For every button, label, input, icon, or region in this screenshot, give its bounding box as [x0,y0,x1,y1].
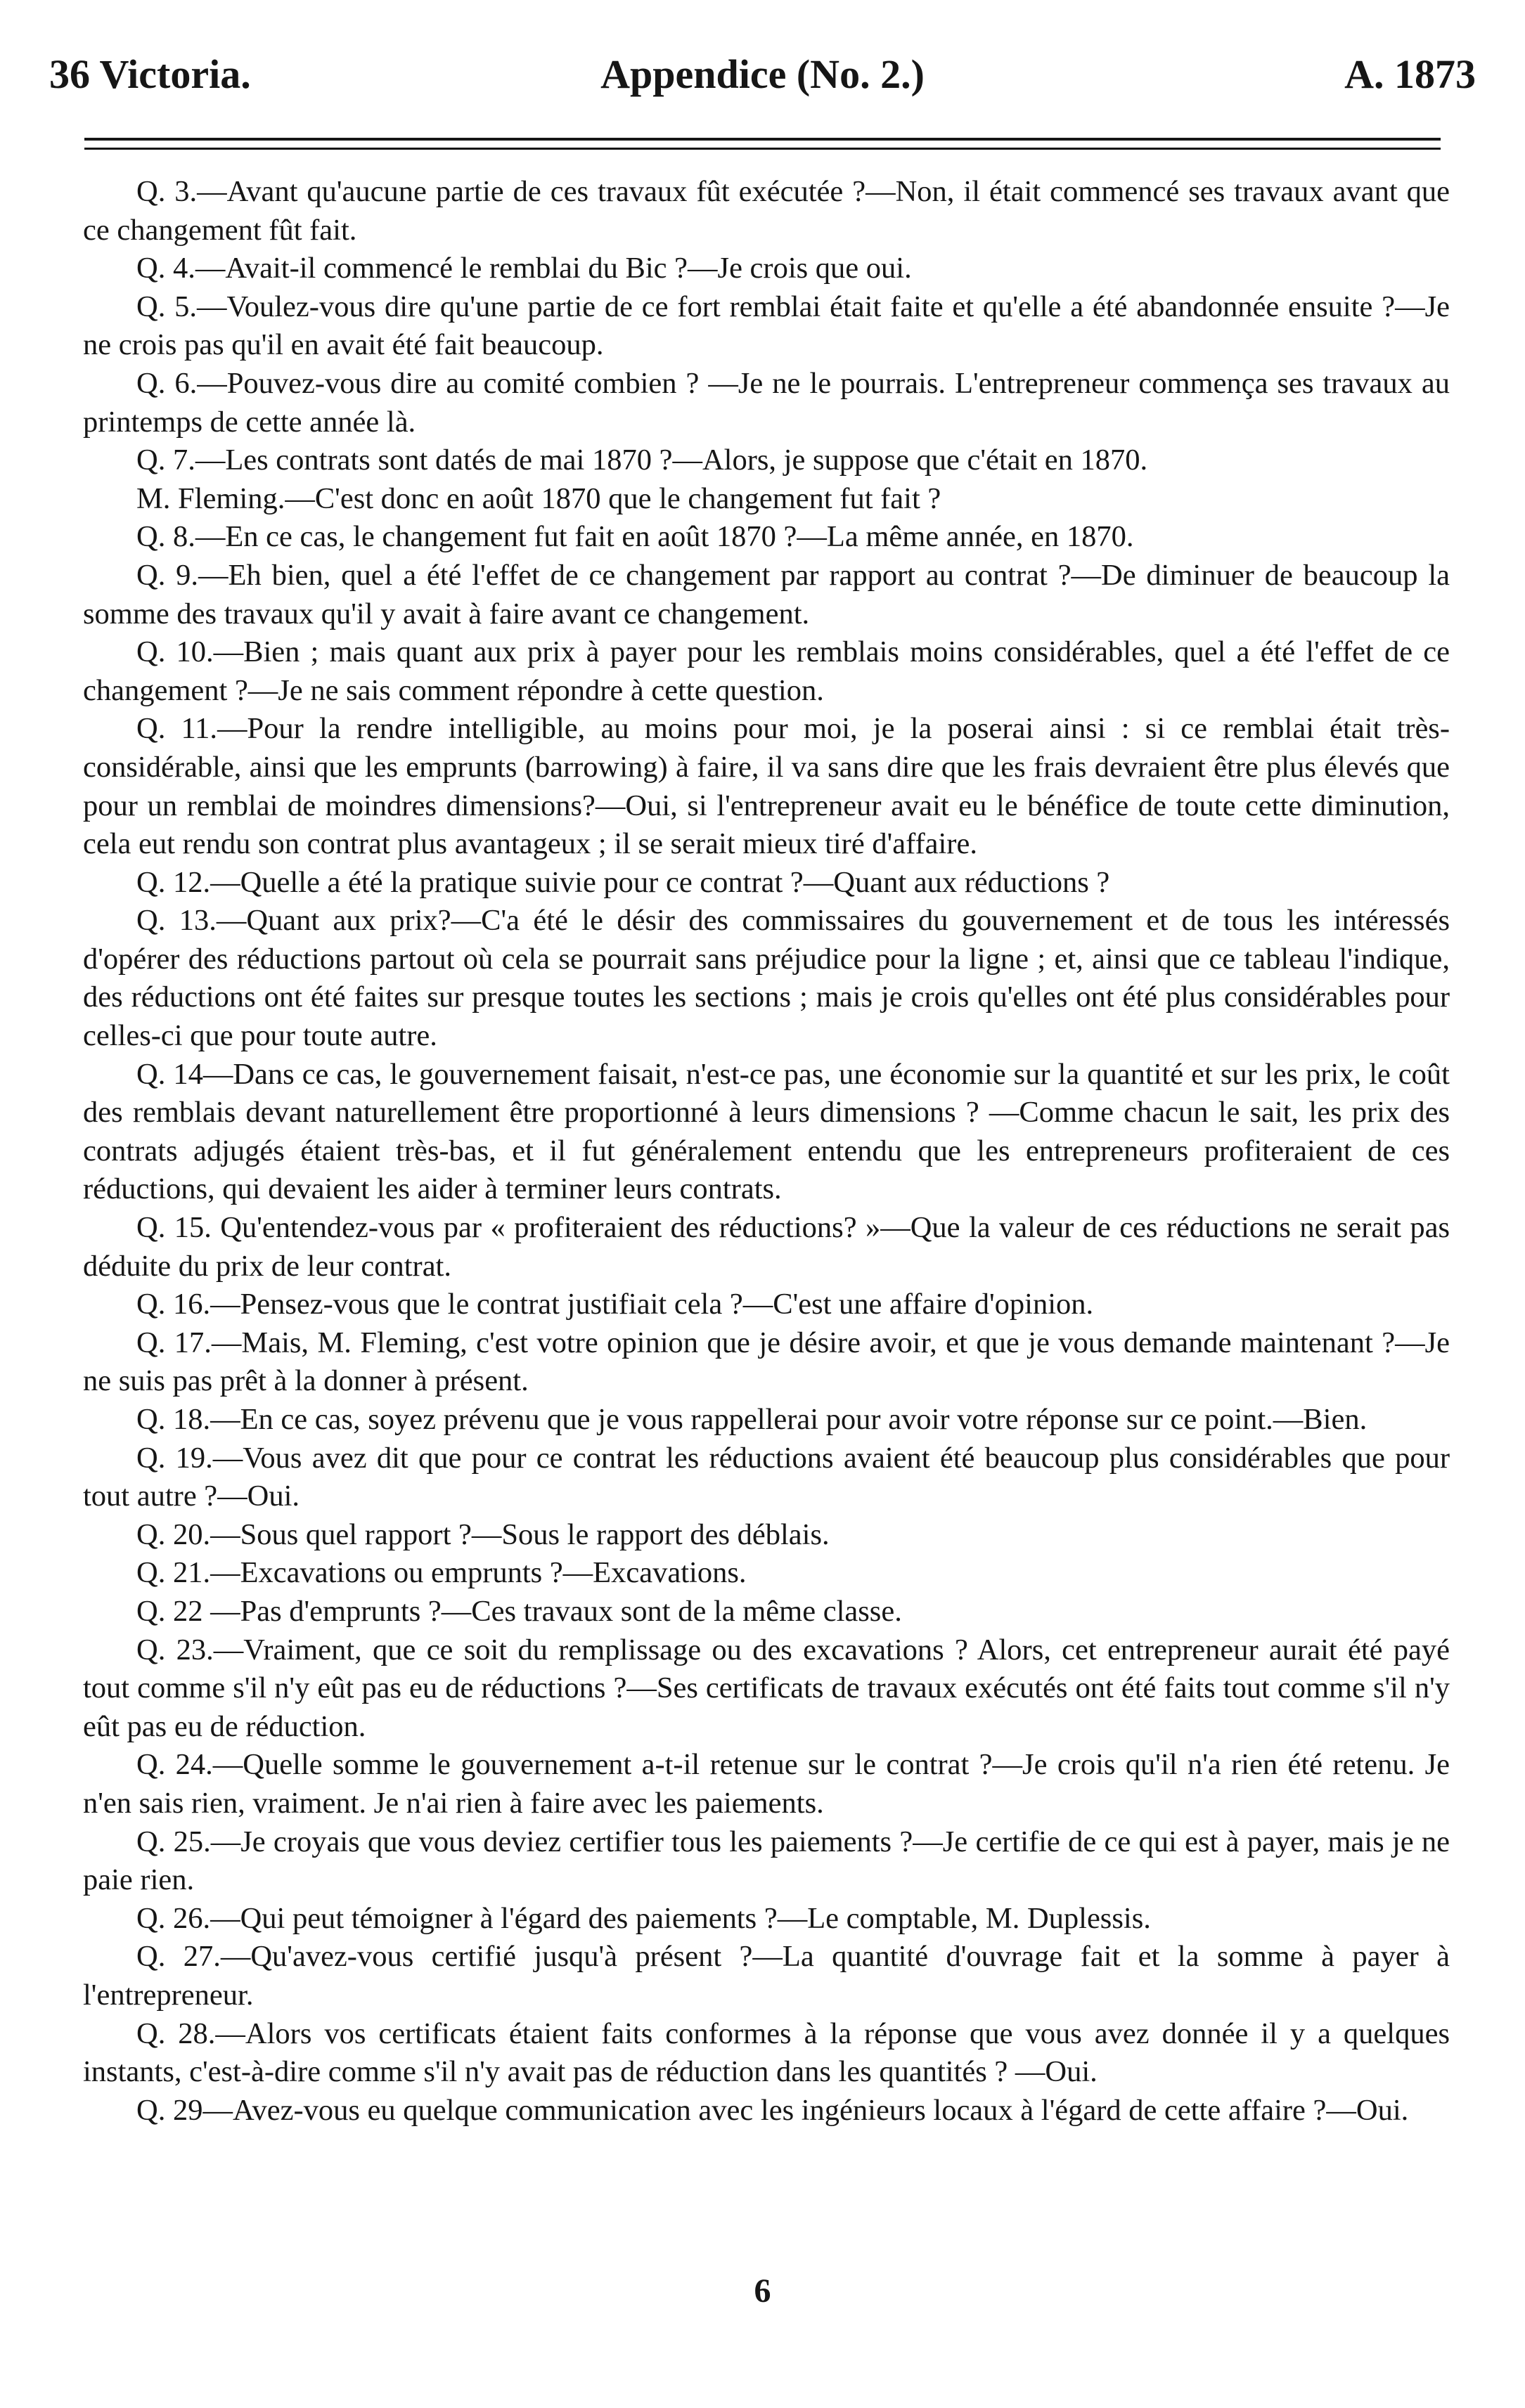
header-appendix: Appendice (No. 2.) [600,51,925,97]
paragraph-q4: Q. 4.—Avait-il commencé le remblai du Bic ?—Je crois que oui. [136,252,912,285]
paragraph-q29: Q. 29—Avez-vous eu quelque communication avec les ingénieurs locaux à l'égard de cette affaire ?—Oui. [136,2093,1409,2127]
paragraph-q17: Q. 17.—Mais, M. Fleming, c'est votre opinion que je désire avoir, et que je vous demande maintenant ?—Je ne suis pas prêt à la donner à présent. [83,1326,1450,1398]
page-number: 6 [754,2272,771,2310]
header-rule-top [84,138,1441,141]
paragraph-q26: Q. 26.—Qui peut témoigner à l'égard des paiements ?—Le comptable, M. Duplessis. [136,1901,1151,1935]
paragraph-q22: Q. 22 —Pas d'emprunts ?—Ces travaux sont de la même classe. [136,1594,902,1628]
paragraph-m-fleming: M. Fleming.—C'est donc en août 1870 que le changement fut fait ? [136,481,941,515]
paragraph-q23: Q. 23.—Vraiment, que ce soit du remplissage ou des excavations ? Alors, cet entrepreneur aurait été payé tout comme s'il n'y eût pas eu de réductions ?—Ses certificats de travaux exécutés ont été faits tout comme s'il n'y eût pas eu de réduction. [83,1633,1450,1743]
paragraph-q6: Q. 6.—Pouvez-vous dire au comité combien ? —Je ne le pourrais. L'entrepreneur commença ses travaux au printemps de cette année là. [83,366,1450,439]
header-rule-bottom [84,148,1441,150]
paragraph-q9: Q. 9.—Eh bien, quel a été l'effet de ce changement par rapport au contrat ?—De diminuer de beaucoup la somme des travaux qu'il y avait à faire avant ce changement. [83,558,1450,630]
paragraph-q18: Q. 18.—En ce cas, soyez prévenu que je vous rappellerai pour avoir votre réponse sur ce point.—Bien. [136,1403,1368,1436]
paragraph-q20: Q. 20.—Sous quel rapport ?—Sous le rapport des déblais. [136,1517,830,1551]
paragraph-q16: Q. 16.—Pensez-vous que le contrat justifiait cela ?—C'est une affaire d'opinion. [136,1288,1094,1321]
paragraph-q7: Q. 7.—Les contrats sont datés de mai 1870 ?—Alors, je suppose que c'était en 1870. [136,444,1148,477]
paragraph-q24: Q. 24.—Quelle somme le gouvernement a-t-il retenue sur le contrat ?—Je crois qu'il n'a rien été retenu. Je n'en sais rien, vraiment. Je n'ai rien à faire avec les paiements. [83,1748,1450,1820]
paragraph-q13: Q. 13.—Quant aux prix?—C'a été le désir des commissaires du gouvernement et de tous les intéressés d'opérer des réductions partout où cela se pourrait sans préjudice pour la ligne ; et, ainsi que ce tableau l'indique, des réductions ont été faites sur presque toutes les sections ; mais je crois qu'elles ont été plus considérables pour celles-ci que pour toute autre. [83,904,1450,1053]
paragraph-q28: Q. 28.—Alors vos certificats étaient faits conformes à la réponse que vous avez donnée il y a quelques instants, c'est-à-dire comme s'il n'y avait pas de réduction dans les quantités ? —Oui. [83,2017,1450,2089]
header-volume: 36 Victoria. [49,51,251,97]
paragraph-q12: Q. 12.—Quelle a été la pratique suivie pour ce contrat ?—Quant aux réductions ? [136,865,1110,899]
paragraph-q11: Q. 11.—Pour la rendre intelligible, au moins pour moi, je la poserai ainsi : si ce remblai était très-considérable, ainsi que les emprunts (barrowing) à faire, il va sans dire que les frais devraient être plus élevés que pour un remblai de moindres dimensions?—Oui, si l'entrepreneur avait eu le bénéfice de toute cette diminution, cela eut rendu son contrat plus avantageux ; il se serait mieux tiré d'affaire. [83,712,1450,861]
transcript-body [83,173,1450,2130]
paragraph-q15: Q. 15. Qu'entendez-vous par « profiteraient des réductions? »—Que la valeur de ces réductions ne serait pas déduite du prix de leur contrat. [83,1211,1450,1283]
header-year: A. 1873 [1344,51,1476,97]
paragraph-q14: Q. 14—Dans ce cas, le gouvernement faisait, n'est-ce pas, une économie sur la quantité et sur les prix, le coût des remblais devant naturellement être proportionné à leurs dimensions ? —Comme chacun le sait, les prix des contrats adjugés étaient très-bas, et il fut généralement entendu que les entrepreneurs profiteraient de ces réductions, qui devaient les aider à terminer leurs contrats. [83,1057,1450,1206]
paragraph-q5: Q. 5.—Voulez-vous dire qu'une partie de ce fort remblai était faite et qu'elle a été abandonnée ensuite ?—Je ne crois pas qu'il en avait été fait beaucoup. [83,290,1450,362]
page-header [49,46,1476,103]
paragraph-q27: Q. 27.—Qu'avez-vous certifié jusqu'à présent ?—La quantité d'ouvrage fait et la somme à payer à l'entrepreneur. [83,1940,1450,2012]
paragraph-q19: Q. 19.—Vous avez dit que pour ce contrat les réductions avaient été beaucoup plus considérables que pour tout autre ?—Oui. [83,1441,1450,1513]
paragraph-q25: Q. 25.—Je croyais que vous deviez certifier tous les paiements ?—Je certifie de ce qui est à payer, mais je ne paie rien. [83,1825,1450,1897]
paragraph-q21: Q. 21.—Excavations ou emprunts ?—Excavations. [136,1556,747,1590]
paragraph-q8: Q. 8.—En ce cas, le changement fut fait en août 1870 ?—La même année, en 1870. [136,520,1134,554]
paragraph-q10: Q. 10.—Bien ; mais quant aux prix à payer pour les remblais moins considérables, quel a été l'effet de ce changement ?—Je ne sais comment répondre à cette question. [83,635,1450,707]
paragraph-q3: Q. 3.—Avant qu'aucune partie de ces travaux fût exécutée ?—Non, il était commencé ses travaux avant que ce changement fût fait. [83,175,1450,247]
